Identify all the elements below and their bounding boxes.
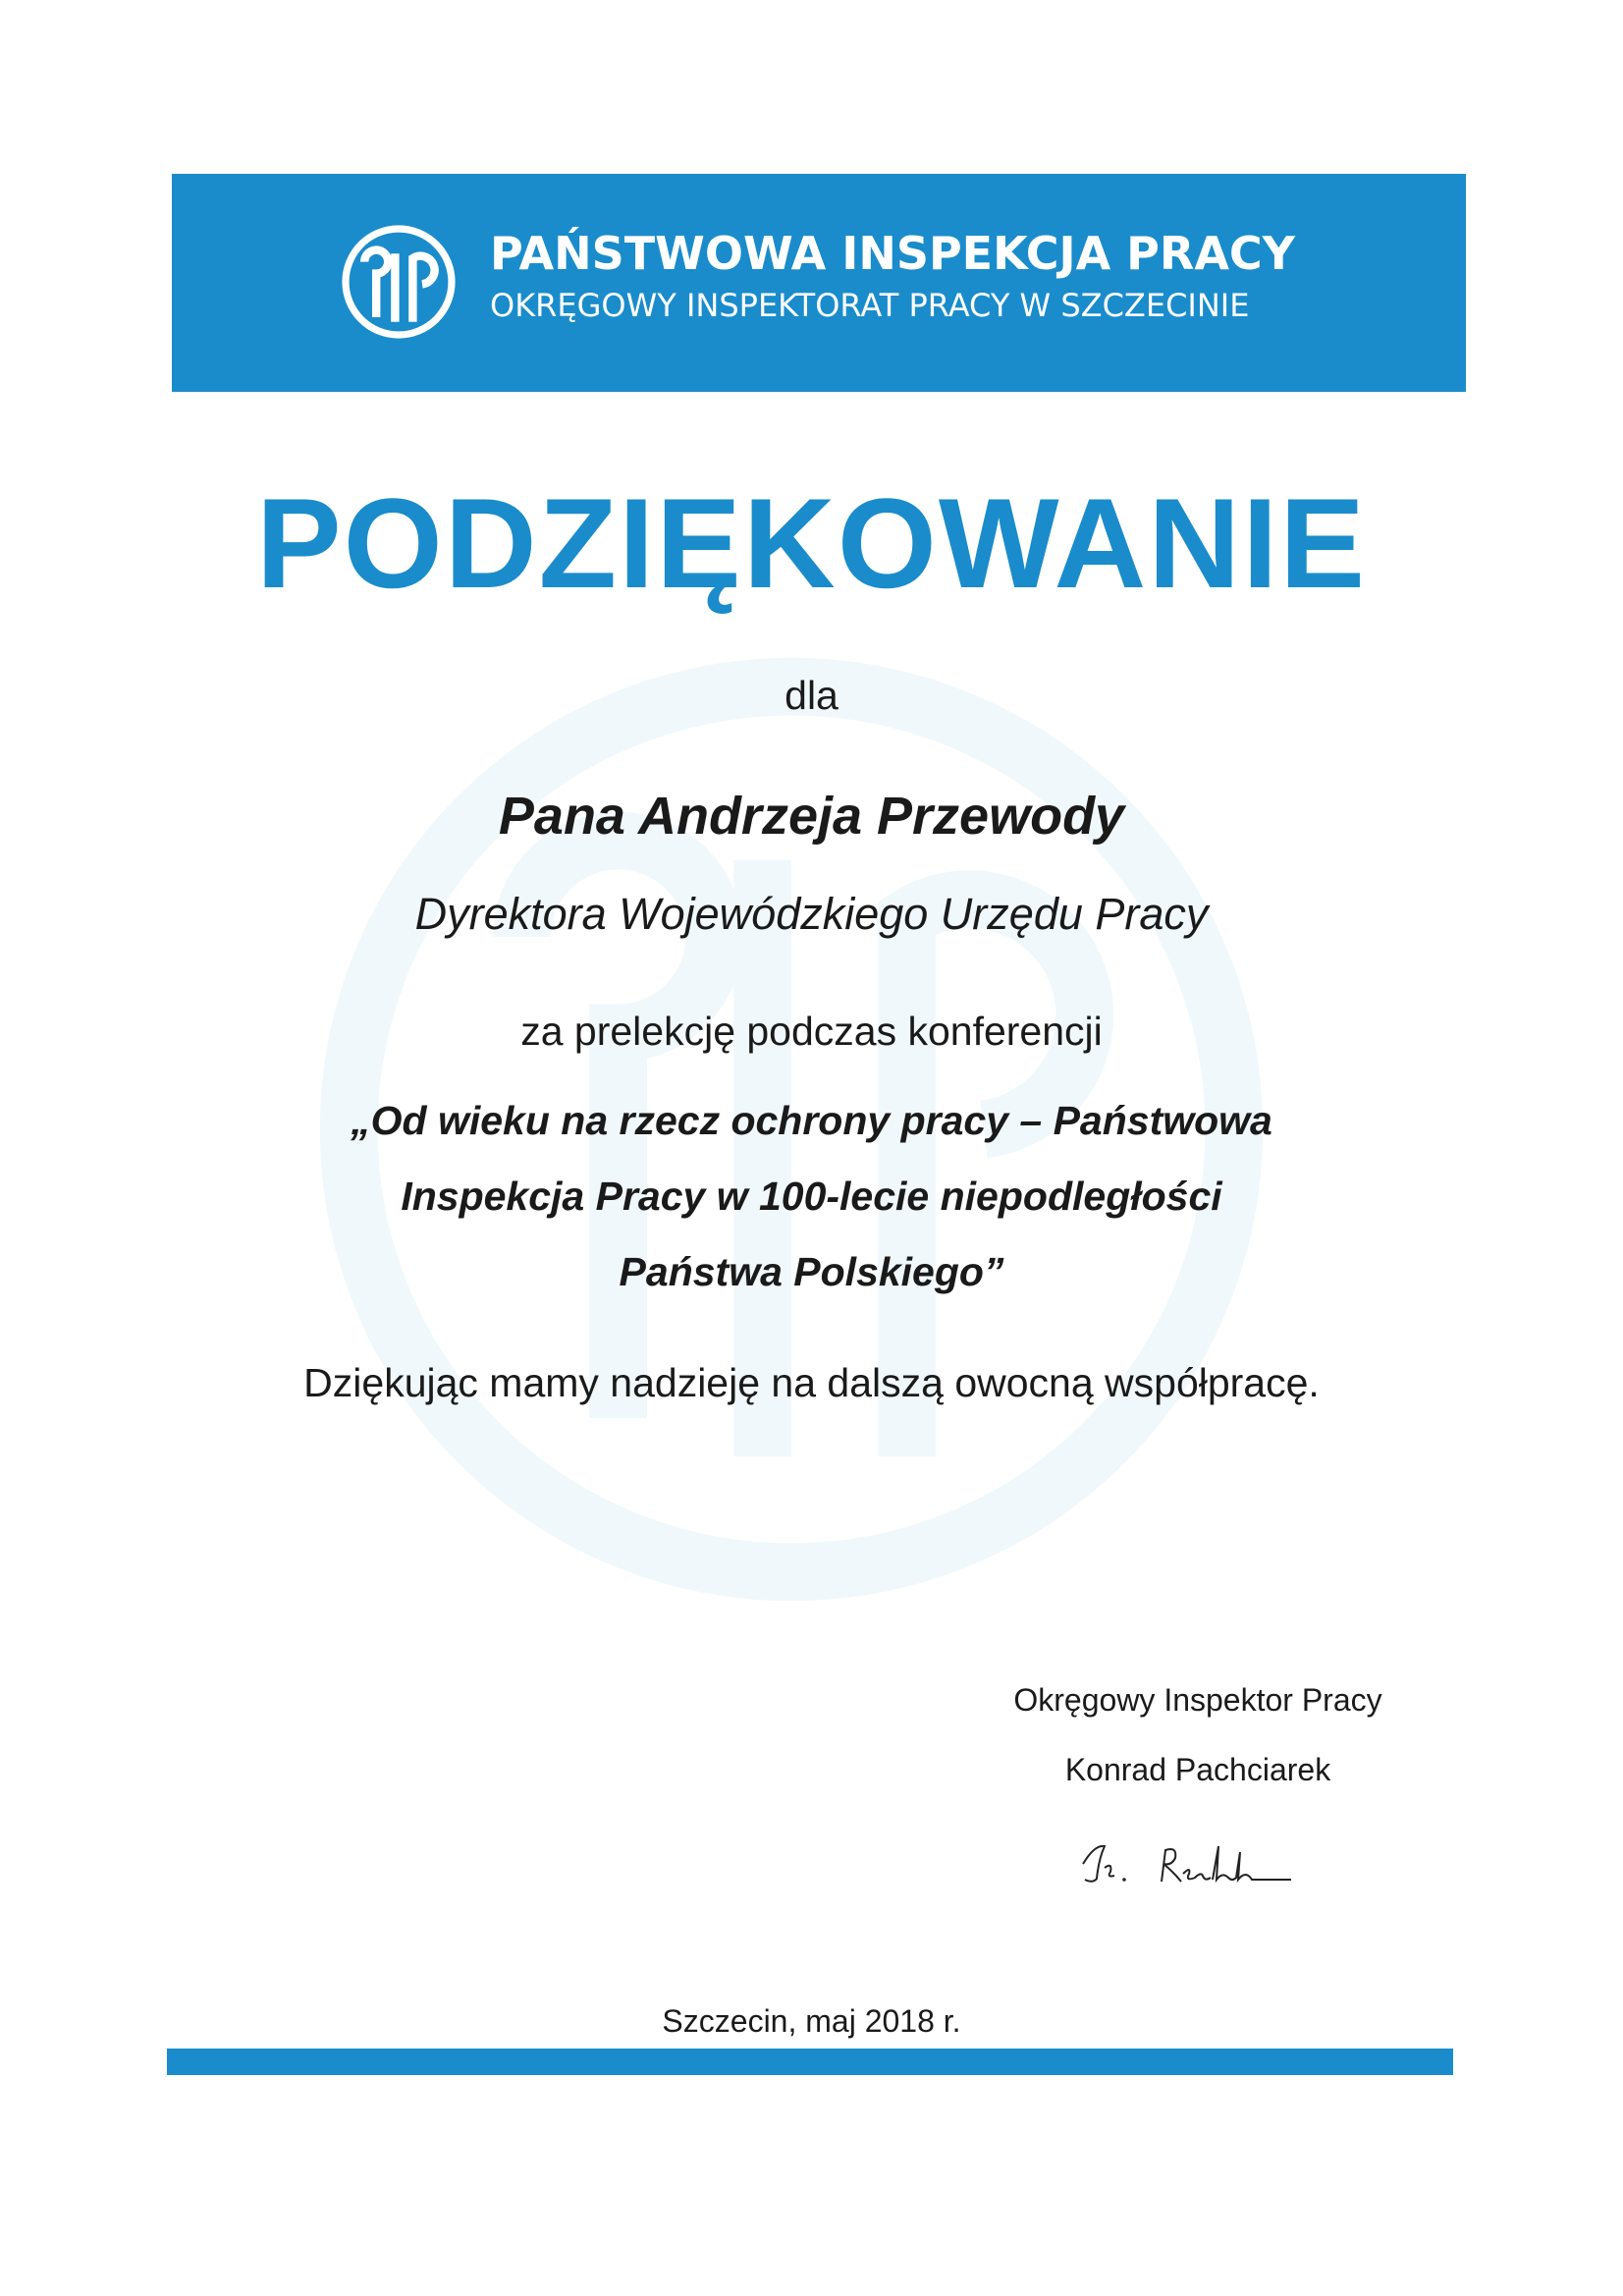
place-date: Szczecin, maj 2018 r. — [662, 2003, 961, 2039]
footer-bar — [167, 2049, 1453, 2075]
signer-role: Okręgowy Inspektor Pracy — [1013, 1682, 1382, 1718]
recipient-name: Pana Andrzeja Przewody — [498, 787, 1125, 846]
reason-text: za prelekcję podczas konferencji — [520, 1009, 1103, 1054]
signer-name: Konrad Pachciarek — [1064, 1752, 1331, 1787]
conference-title-line: Inspekcja Pracy w 100-lecie niepodległości — [401, 1174, 1222, 1219]
org-subtitle: OKRĘGOWY INSPEKTORAT PRACY W SZCZECINIE — [490, 287, 1250, 324]
handwritten-signature — [1075, 1825, 1301, 1903]
closing-text: Dziękując mamy nadzieję na dalszą owocną współpracę. — [303, 1360, 1320, 1405]
document-title: PODZIĘKOWANIE — [255, 471, 1368, 615]
header-banner — [172, 174, 1466, 392]
for-label: dla — [784, 673, 839, 718]
org-name: PAŃSTWOWA INSPEKCJA PRACY — [490, 227, 1295, 280]
conference-title-line: Państwa Polskiego” — [619, 1249, 1004, 1294]
pip-logo-icon — [340, 223, 458, 341]
recipient-title: Dyrektora Wojewódzkiego Urzędu Pracy — [414, 889, 1209, 939]
conference-title-line: „Od wieku na rzecz ochrony pracy – Państwowa — [351, 1098, 1272, 1143]
